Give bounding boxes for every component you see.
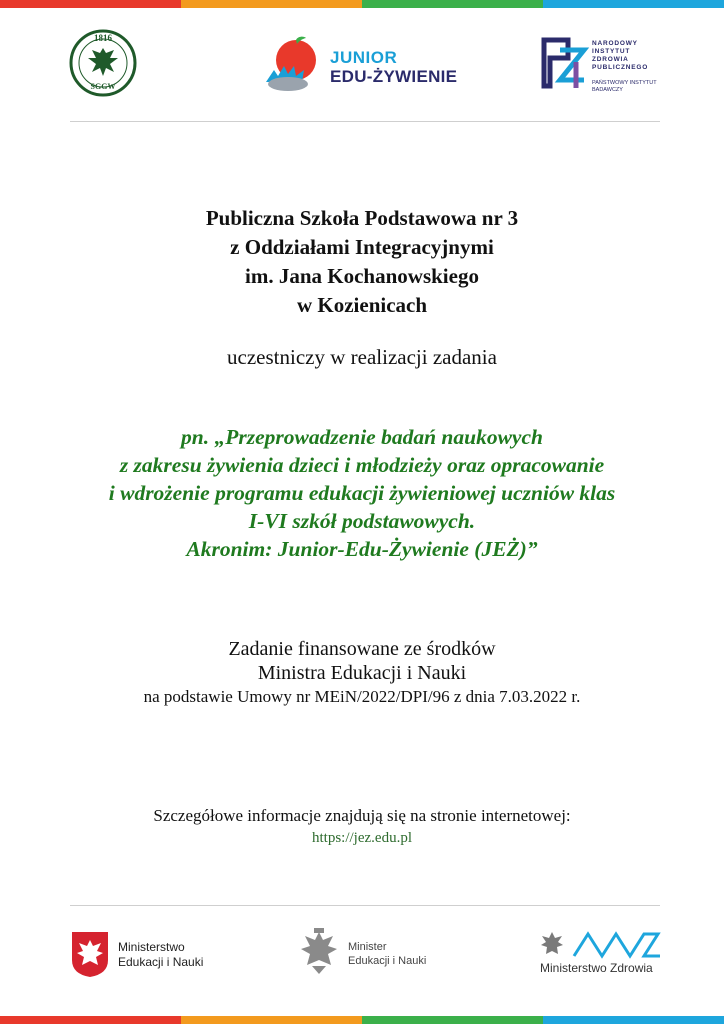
pzh-line: INSTYTUT	[592, 48, 631, 55]
task-line: Akronim: Junior-Edu-Żywienie (JEŻ)”	[186, 537, 538, 561]
minister-line1: Minister	[348, 941, 387, 953]
sggw-year: 1816	[94, 33, 112, 43]
financing-line1: Zadanie finansowane ze środków	[228, 638, 496, 660]
men-line1: Ministerstwo	[118, 940, 185, 954]
school-line: z Oddziałami Integracyjnymi	[230, 235, 494, 259]
pzh-line: NARODOWY	[592, 40, 638, 47]
header-divider	[70, 121, 660, 122]
financing-note	[0, 637, 724, 709]
men-logo-text	[118, 940, 203, 970]
top-color-stripe	[0, 0, 724, 8]
task-line: I-VI szkół podstawowych.	[248, 509, 476, 533]
task-line: pn. „Przeprowadzenie badań naukowych	[181, 425, 543, 449]
school-line: Publiczna Szkoła Podstawowa nr 3	[205, 206, 519, 230]
stripe-blue	[543, 1016, 724, 1024]
stripe-red	[0, 1016, 181, 1024]
sggw-name: SGGW	[90, 82, 116, 91]
task-title	[0, 423, 724, 563]
minister-logo	[298, 928, 448, 980]
jez-logo-line1: JUNIOR	[330, 48, 398, 67]
sggw-logo	[68, 28, 138, 98]
polish-eagle-red-icon	[70, 930, 110, 978]
school-line: w Kozienicach	[296, 293, 428, 317]
men-line2: Edukacji i Nauki	[118, 955, 204, 969]
apple-hedgehog-icon	[262, 36, 324, 94]
stripe-green	[362, 0, 543, 8]
task-line: i wdrożenie programu edukacji żywieniowej uczniów klas	[108, 481, 616, 505]
polish-eagle-grey-icon	[298, 928, 340, 976]
pzh-sub-line: PAŃSTWOWY INSTYTUT	[592, 80, 657, 86]
pzh-name	[592, 40, 648, 72]
school-line: im. Jana Kochanowskiego	[245, 264, 479, 288]
pzh-sub-line: BADAWCZY	[592, 86, 623, 93]
pzh-subtitle	[592, 80, 657, 93]
info-section	[0, 805, 724, 849]
jez-logo-line2: EDU-ŻYWIENIE	[330, 67, 458, 86]
stripe-orange	[181, 1016, 362, 1024]
stripe-blue	[543, 0, 724, 8]
financing-line3: na podstawie Umowy nr MEiN/2022/DPI/96 z dnia 7.03.2022 r.	[143, 687, 581, 706]
bottom-color-stripe	[0, 1016, 724, 1024]
mz-logo-text: Ministerstwo Zdrowia	[540, 961, 653, 975]
stripe-red	[0, 0, 181, 8]
task-line: z zakresu żywienia dzieci i młodzieży oraz opracowanie	[119, 453, 605, 477]
pzh-mark-icon	[538, 36, 590, 92]
pzh-line: PUBLICZNEGO	[592, 64, 649, 71]
website-link[interactable]: https://jez.edu.pl	[312, 830, 412, 846]
men-logo	[70, 930, 230, 982]
financing-line2: Ministra Edukacji i Nauki	[257, 662, 467, 684]
nizp-pzh-logo	[538, 36, 668, 96]
minister-line2: Edukacji i Nauki	[348, 955, 427, 967]
footer-divider	[70, 905, 660, 906]
stripe-orange	[181, 0, 362, 8]
school-name	[0, 204, 724, 320]
info-text: Szczegółowe informacje znajdują się na stronie internetowej:	[153, 806, 571, 825]
pzh-line: ZDROWIA	[592, 56, 629, 63]
stripe-green	[362, 1016, 543, 1024]
participation-text: uczestniczy w realizacji zadania	[227, 345, 497, 369]
mz-mark-icon	[540, 928, 670, 960]
minister-logo-text	[348, 940, 426, 968]
junior-edu-zywienie-logo	[262, 36, 472, 94]
ministerstwo-zdrowia-logo	[540, 928, 670, 980]
